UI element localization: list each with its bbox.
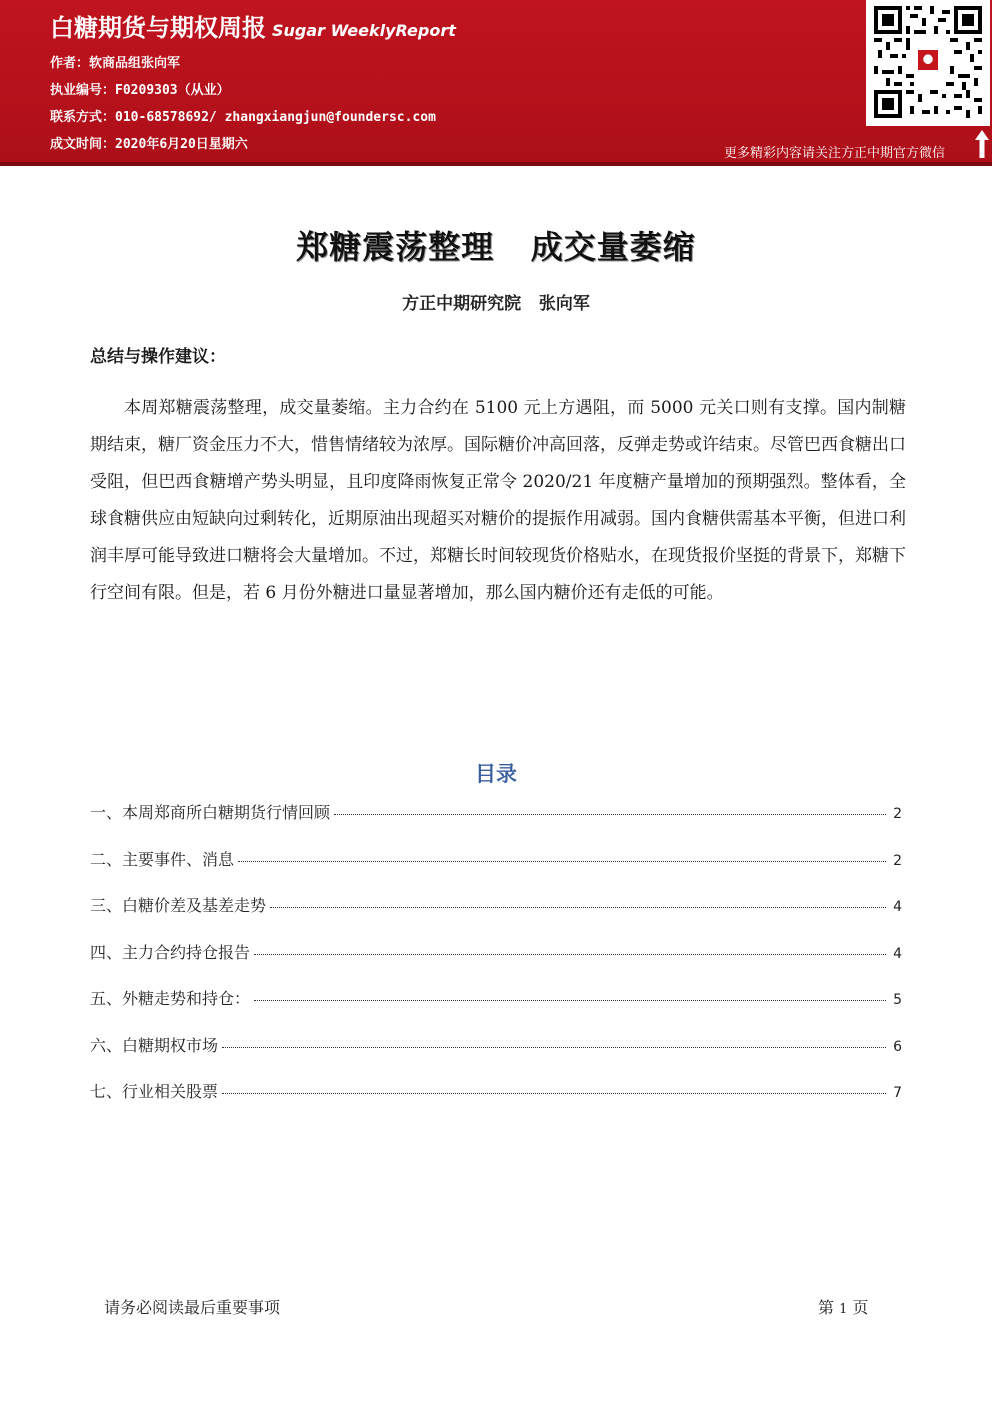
page-suffix: 页 xyxy=(852,1298,869,1317)
toc-item-label: 五、外糖走势和持仓： xyxy=(90,989,251,1008)
up-arrow-icon xyxy=(975,130,989,158)
toc-item-page: 4 xyxy=(893,945,902,962)
header-divider xyxy=(0,162,992,166)
author-line xyxy=(50,52,180,71)
contact-line xyxy=(50,106,436,125)
footer-notice: 请务必阅读最后重要事项 xyxy=(104,1298,281,1317)
toc-title: 目录 xyxy=(475,762,517,786)
toc-leader xyxy=(334,814,886,815)
toc-item-label: 七、行业相关股票 xyxy=(90,1082,219,1101)
toc-leader xyxy=(254,954,886,955)
license-line xyxy=(50,79,230,98)
author-value: 软商品组张向军 xyxy=(89,56,181,71)
toc-leader xyxy=(270,907,886,908)
report-title-cn: 白糖期货与期权周报 xyxy=(50,14,266,42)
toc-item-label: 一、本周郑商所白糖期货行情回顾 xyxy=(90,803,331,822)
date-value: 2020年6月20日星期六 xyxy=(115,137,248,152)
license-value: F0209303（从业） xyxy=(115,83,230,98)
contact-value: 010-68578692/ zhangxiangjun@foundersc.com xyxy=(115,110,436,125)
toc-item-page: 2 xyxy=(893,806,902,822)
toc-item-label: 三、白糖价差及基差走势 xyxy=(90,896,267,915)
toc-item-label: 四、主力合约持仓报告 xyxy=(90,942,251,962)
table-of-contents xyxy=(90,800,902,1126)
report-title xyxy=(50,8,456,43)
toc-item-page: 7 xyxy=(893,1085,902,1101)
qr-code-icon[interactable] xyxy=(866,0,990,126)
toc-item-page: 2 xyxy=(893,852,902,869)
author-label: 作者： xyxy=(50,56,90,71)
toc-item-page: 4 xyxy=(893,899,902,915)
toc-item-page: 6 xyxy=(893,1038,902,1055)
toc-item[interactable] xyxy=(90,800,902,847)
date-line xyxy=(50,133,248,152)
toc-item[interactable] xyxy=(90,847,902,894)
toc-item[interactable] xyxy=(90,1079,902,1126)
page-number: 1 xyxy=(839,1302,848,1317)
footer-page-number xyxy=(818,1295,869,1318)
follow-wechat-text: 更多精彩内容请关注方正中期官方微信 xyxy=(724,146,946,161)
toc-item-label: 二、主要事件、消息 xyxy=(90,849,235,869)
summary-body xyxy=(90,390,906,612)
summary-heading: 总结与操作建议： xyxy=(90,347,226,367)
document-author: 方正中期研究院 张向军 xyxy=(402,294,590,314)
toc-item-page: 5 xyxy=(893,992,902,1008)
toc-leader xyxy=(222,1093,886,1094)
toc-leader xyxy=(238,861,886,862)
toc-item[interactable] xyxy=(90,1033,902,1080)
toc-item[interactable] xyxy=(90,893,902,940)
date-label: 成文时间： xyxy=(50,137,116,152)
toc-item[interactable] xyxy=(90,940,902,987)
contact-label: 联系方式： xyxy=(50,110,116,125)
toc-leader xyxy=(222,1047,886,1048)
toc-item-label: 六、白糖期权市场 xyxy=(90,1035,219,1055)
report-title-en: Sugar WeeklyReport xyxy=(272,21,456,40)
license-label: 执业编号： xyxy=(50,83,116,98)
toc-item[interactable] xyxy=(90,986,902,1033)
toc-leader xyxy=(254,1000,886,1001)
document-title: 郑糖震荡整理 成交量萎缩 xyxy=(296,228,696,266)
page-prefix: 第 xyxy=(818,1298,835,1317)
summary-paragraph: 本周郑糖震荡整理，成交量萎缩。主力合约在 5100 元上方遇阻，而 5000 元关口则有支撑。国内制糖期结束，糖厂资金压力不大，惜售情绪较为浓厚。国际糖价冲高回落，反弹走势或许结束。尽管巴西食糖出口受阻，但巴西食糖增产势头明显，且印度降雨恢复正常令 2020/21 年度糖产量增加的预期强烈。整体看，全球食糖供应由短缺向过剩转化，近期原油出现超买对糖价的提振作用减弱。国内食糖供需基本平衡，但进口利润丰厚可能导致进口糖将会大量增加。不过，郑糖长时间较现货价格贴水，在现货报价坚挺的背景下，郑糖下行空间有限。但是，若 6 月份外糖进口量显著增加，那么国内糖价还有走低的可能。 xyxy=(90,398,906,603)
